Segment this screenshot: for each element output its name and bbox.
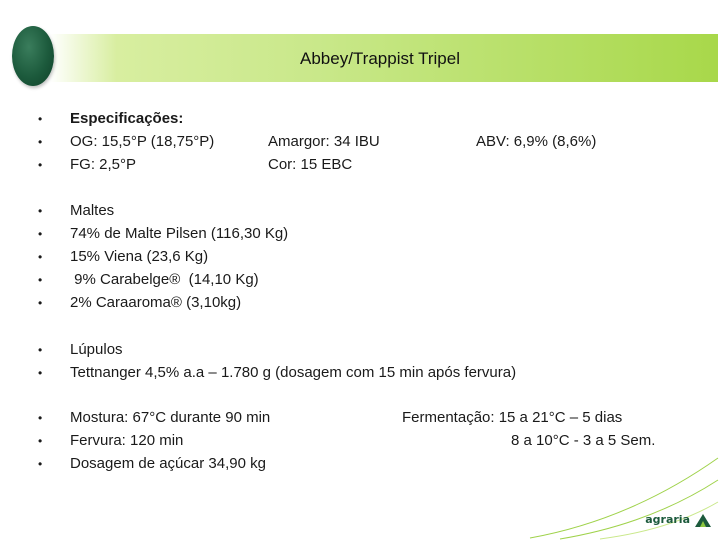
malte-item: 74% de Malte Pilsen (116,30 Kg) [70,225,289,242]
specs-heading: Especificações: [70,110,184,127]
specs-amargor: Amargor: 34 IBU [268,133,380,150]
bullet: • [38,135,43,149]
processo-mostura: Mostura: 67°C durante 90 min [70,409,271,426]
processo-fermentacao-1: Fermentação: 15 a 21°C – 5 dias [402,409,623,426]
lupulos-heading: Lúpulos [70,341,123,358]
bullet: • [38,158,43,172]
bullet: • [38,411,43,425]
maltes-heading: Maltes [70,202,115,219]
bullet: • [38,296,43,310]
processo-fervura: Fervura: 120 min [70,432,184,449]
specs-fg: FG: 2,5°P [70,156,137,173]
processo-dosagem: Dosagem de açúcar 34,90 kg [70,455,266,472]
swoosh-lines-icon [520,450,720,540]
lupulo-item: Tettnanger 4,5% a.a – 1.780 g (dosagem com 15 min após fervura) [70,364,517,381]
title-dot [12,26,54,86]
bullet: • [38,227,43,241]
specs-og: OG: 15,5°P (18,75°P) [70,133,215,150]
specs-abv: ABV: 6,9% (8,6%) [476,133,597,150]
malte-item: 2% Caraaroma® (3,10kg) [70,294,242,311]
agraria-logo: agraria [645,513,690,526]
processo-fermentacao-2: 8 a 10°C - 3 a 5 Sem. [511,432,656,449]
bullet: • [38,250,43,264]
bullet: • [38,434,43,448]
bullet: • [38,204,43,218]
bullet: • [38,366,43,380]
malte-item: 15% Viena (23,6 Kg) [70,248,209,265]
bullet: • [38,112,43,126]
specs-cor: Cor: 15 EBC [268,156,353,173]
agraria-logo-icon [694,512,712,528]
slide-title: Abbey/Trappist Tripel [300,49,460,68]
bullet: • [38,273,43,287]
bullet: • [38,343,43,357]
malte-item: 9% Carabelge® (14,10 Kg) [70,271,259,288]
corner-decoration [520,450,720,540]
bullet: • [38,457,43,471]
